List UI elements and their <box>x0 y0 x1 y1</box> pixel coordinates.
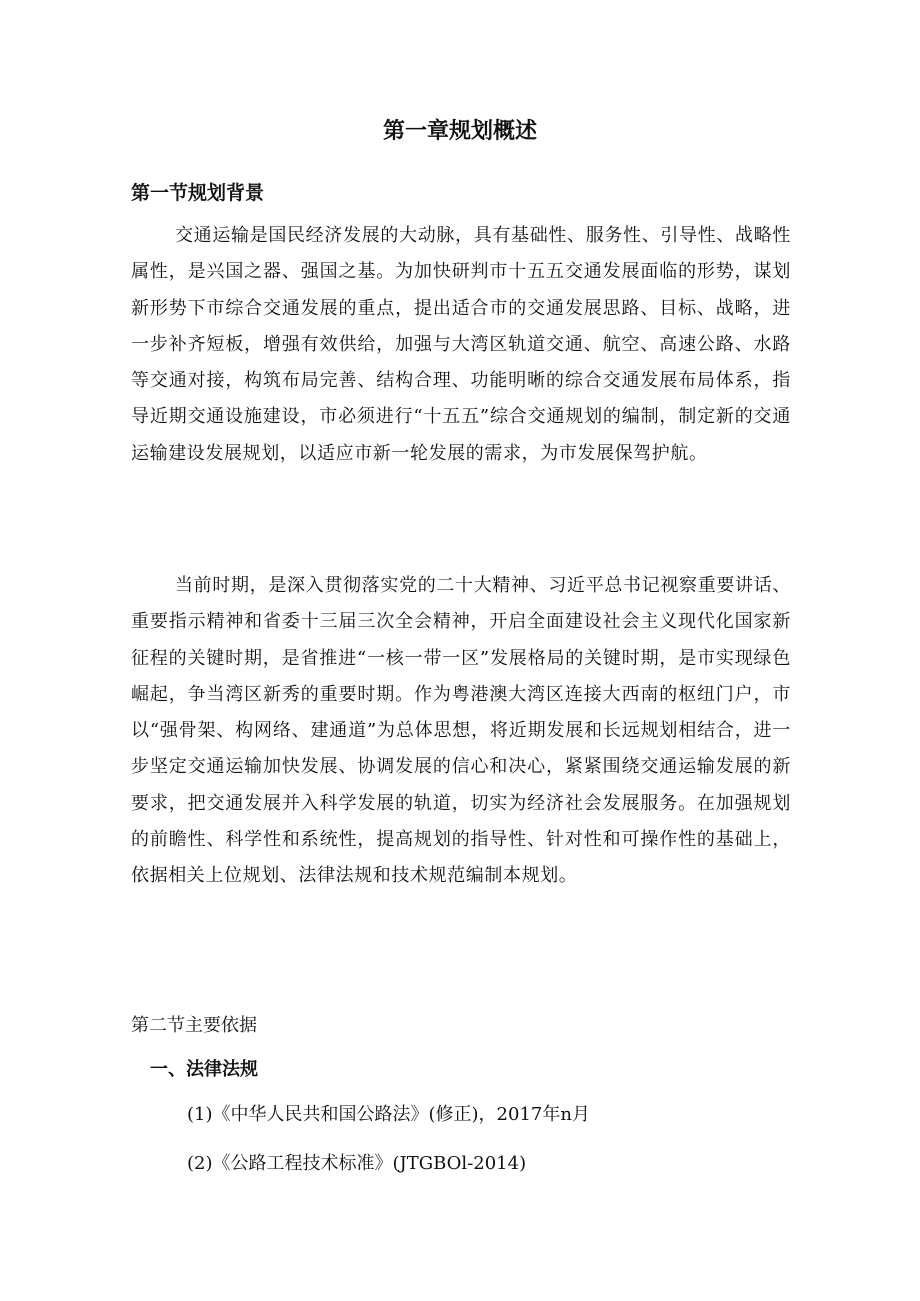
reference-item: (2)《公路工程技术标准》(JTGBOl-2014) <box>187 1153 527 1174</box>
reference-item: (1)《中华人民共和国公路法》(修正)，2017年n月 <box>187 1104 590 1125</box>
subheading-laws: 一、法律法规 <box>150 1059 258 1080</box>
paragraph-background-2: 当前时期，是深入贯彻落实党的二十大精神、习近平总书记视察重要讲话、重要指示精神和省委十三届三次全会精神，开启全面建设社会主义现代化国家新征程的关键时期，是省推进“一核一带一区”发展格局的关键时期，是市实现绿色崛起，争当湾区新秀的重要时期。作为粤港澳大湾区连接大西南的枢纽门户，市以“强骨架、构网络、建通道”为总体思想，将近期发展和长远规划相结合，进一步坚定交通运输加快发展、协调发展的信心和决心，紧紧围绕交通运输发展的新要求，把交通发展并入科学发展的轨道，切实为经济社会发展服务。在加强规划的前瞻性、科学性和系统性，提高规划的指导性、针对性和可操作性的基础上，依据相关上位规划、法律法规和技术规范编制本规划。 <box>131 575 791 887</box>
section-title-basis: 第二节主要依据 <box>131 1015 257 1036</box>
paragraph-background-1: 交通运输是国民经济发展的大动脉，具有基础性、服务性、引导性、战略性属性，是兴国之器、强国之基。为加快研判市十五五交通发展面临的形势，谋划新形势下市综合交通发展的重点，提出适合市的交通发展思路、目标、战略，进一步补齐短板，增强有效供给，加强与大湾区轨道交通、航空、高速公路、水路等交通对接，构筑布局完善、结构合理、功能明晰的综合交通发展布局体系，指导近期交通设施建设，市必须进行“十五五”综合交通规划的编制，制定新的交通运输建设发展规划，以适应市新一轮发展的需求，为市发展保驾护航。 <box>131 225 791 464</box>
chapter-title: 第一章规划概述 <box>382 119 537 144</box>
section-title-background: 第一节规划背景 <box>131 182 265 204</box>
